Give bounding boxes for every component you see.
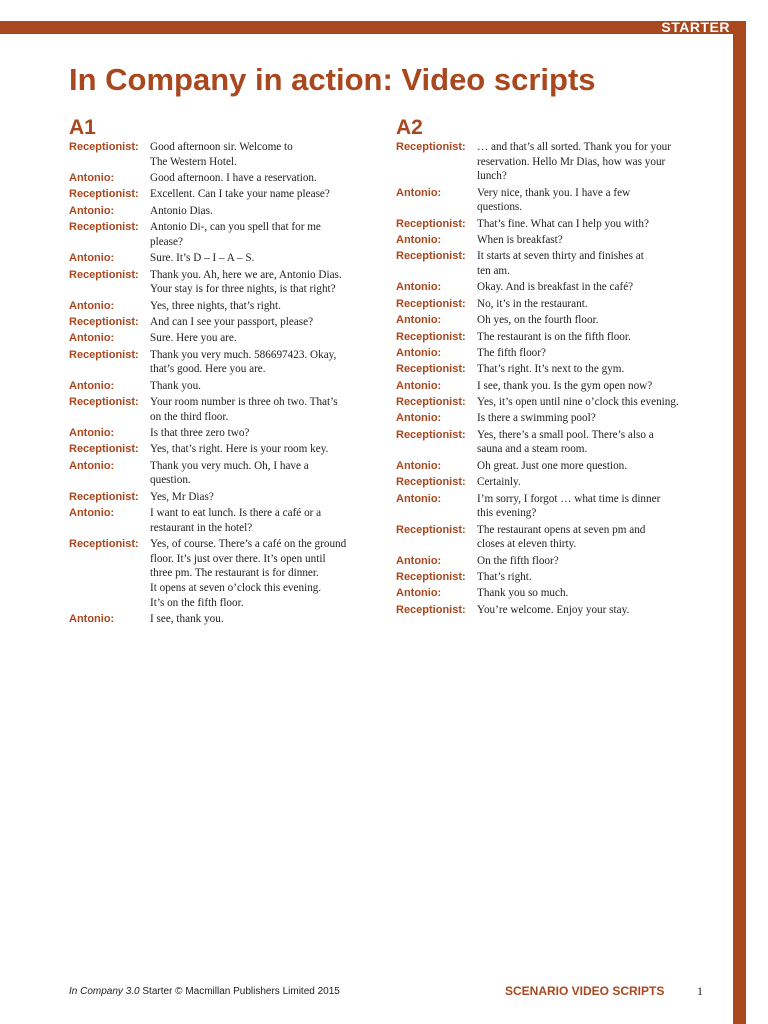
page-number: 1	[697, 984, 703, 998]
dialogue-line	[69, 331, 389, 347]
utterance-text: Your room number is three oh two. That’s on the third floor.	[150, 396, 338, 423]
dialogue-line	[396, 362, 726, 378]
utterance-text: Thank you very much. 586697423. Okay, that’s good. Here you are.	[150, 348, 337, 376]
speaker-name: Antonio:	[396, 412, 442, 425]
utterance-text: Antonio Dias.	[150, 204, 213, 217]
utterance-text: It starts at seven thirty and finishes at ten am.	[477, 250, 644, 277]
speaker-name: Receptionist:	[396, 141, 466, 153]
dialogue-line	[396, 570, 726, 586]
speaker-name: Antonio:	[69, 252, 115, 265]
dialogue-line	[396, 554, 726, 570]
footer-book-title: In Company 3.0	[69, 986, 140, 997]
utterance-text: Yes, it’s open until nine o’clock this evening.	[477, 396, 679, 409]
utterance-text: That’s fine. What can I help you with?	[477, 217, 649, 230]
dialogue-line	[69, 490, 389, 506]
script-section-a1	[69, 116, 389, 628]
dialogue-line	[69, 379, 389, 395]
utterance-text: Oh yes, on the fourth floor.	[477, 314, 599, 327]
utterance-text: Thank you very much. Oh, I have a question.	[150, 459, 309, 487]
utterance-text: Is that three zero two?	[150, 427, 250, 440]
dialogue-line	[69, 315, 389, 331]
speaker-name: Antonio:	[396, 186, 442, 199]
speaker-name: Antonio:	[396, 379, 442, 392]
utterance-text: That’s right. It’s next to the gym.	[477, 363, 625, 376]
dialogue-line	[396, 297, 726, 313]
utterance-text: I see, thank you. Is the gym open now?	[477, 379, 653, 392]
speaker-name: Receptionist:	[396, 570, 466, 583]
utterance-text: Yes, that’s right. Here is your room key.	[150, 443, 329, 456]
dialogue-line	[396, 313, 726, 329]
speaker-name: Antonio:	[396, 314, 442, 327]
dialogue-line	[396, 395, 726, 411]
utterance-text: I’m sorry, I forgot … what time is dinner this evening?	[477, 492, 661, 520]
speaker-name: Antonio:	[69, 299, 115, 312]
dialogue-line	[396, 459, 726, 475]
utterance-text: Yes, Mr Dias?	[150, 490, 214, 503]
dialogue-list-a1	[69, 140, 389, 628]
dialogue-line	[396, 346, 726, 362]
dialogue-line	[396, 280, 726, 296]
dialogue-line	[396, 249, 726, 280]
utterance-text: Thank you so much.	[477, 587, 569, 600]
dialogue-line	[69, 171, 389, 187]
utterance-text: Excellent. Can I take your name please?	[150, 188, 330, 201]
utterance-text: … and that’s all sorted. Thank you for your reservation. Hello Mr Dias, how was your lunch?	[477, 141, 671, 183]
utterance-text: Is there a swimming pool?	[477, 412, 596, 425]
speaker-name: Receptionist:	[396, 476, 466, 489]
speaker-name: Receptionist:	[69, 443, 139, 456]
dialogue-line	[69, 251, 389, 267]
dialogue-line	[69, 506, 389, 537]
dialogue-line	[396, 586, 726, 602]
utterance-text: No, it’s in the restaurant.	[477, 297, 588, 310]
dialogue-line	[396, 411, 726, 427]
dialogue-line	[396, 475, 726, 491]
utterance-text: When is breakfast?	[477, 233, 563, 246]
speaker-name: Receptionist:	[396, 363, 466, 376]
level-tag: STARTER	[661, 19, 730, 35]
dialogue-line	[69, 299, 389, 315]
speaker-name: Antonio:	[69, 332, 115, 345]
dialogue-line	[396, 492, 726, 523]
speaker-name: Receptionist:	[69, 538, 139, 551]
section-heading-a2: A2	[396, 116, 423, 139]
page-title: In Company in action: Video scripts	[69, 62, 596, 97]
dialogue-line	[396, 140, 726, 186]
utterance-text: You’re welcome. Enjoy your stay.	[477, 603, 630, 616]
speaker-name: Antonio:	[69, 459, 115, 472]
speaker-name: Receptionist:	[69, 348, 139, 361]
utterance-text: The restaurant is on the fifth floor.	[477, 330, 631, 343]
speaker-name: Receptionist:	[396, 250, 466, 263]
section-heading-a1: A1	[69, 116, 96, 139]
utterance-text: On the fifth floor?	[477, 554, 559, 567]
utterance-text: Oh great. Just one more question.	[477, 459, 628, 472]
utterance-text: That’s right.	[477, 570, 532, 583]
utterance-text: Yes, three nights, that’s right.	[150, 299, 281, 312]
dialogue-line	[396, 233, 726, 249]
speaker-name: Antonio:	[69, 171, 115, 184]
speaker-name: Receptionist:	[69, 141, 139, 153]
dialogue-line	[396, 330, 726, 346]
footer-section-label: SCENARIO VIDEO SCRIPTS	[505, 984, 665, 998]
speaker-name: Receptionist:	[69, 188, 139, 201]
speaker-name: Receptionist:	[396, 396, 466, 409]
speaker-name: Receptionist:	[396, 523, 466, 536]
utterance-text: Thank you.	[150, 379, 201, 392]
speaker-name: Antonio:	[69, 204, 115, 217]
speaker-name: Antonio:	[69, 379, 115, 392]
utterance-text: Sure. It’s D – I – A – S.	[150, 252, 255, 265]
dialogue-line	[69, 426, 389, 442]
speaker-name: Antonio:	[69, 507, 115, 520]
speaker-name: Antonio:	[69, 427, 115, 440]
utterance-text: I see, thank you.	[150, 612, 224, 625]
dialogue-line	[396, 217, 726, 233]
dialogue-line	[69, 348, 389, 379]
speaker-name: Receptionist:	[396, 603, 466, 616]
speaker-name: Receptionist:	[396, 428, 466, 441]
speaker-name: Antonio:	[396, 587, 442, 600]
dialogue-line	[69, 612, 389, 628]
dialogue-line	[396, 523, 726, 554]
speaker-name: Receptionist:	[69, 396, 139, 409]
speaker-name: Receptionist:	[396, 297, 466, 310]
utterance-text: Antonio Di-, can you spell that for me please?	[150, 221, 321, 248]
dialogue-line	[69, 204, 389, 220]
utterance-text: The fifth floor?	[477, 346, 546, 359]
speaker-name: Antonio:	[396, 554, 442, 567]
dialogue-line	[69, 268, 389, 299]
header-band	[0, 21, 733, 34]
dialogue-line	[69, 459, 389, 490]
dialogue-line	[396, 603, 726, 619]
utterance-text: Good afternoon. I have a reservation.	[150, 171, 317, 184]
speaker-name: Receptionist:	[69, 490, 139, 503]
utterance-text: Yes, of course. There’s a café on the ground floor. It’s just over there. It’s open until three pm. The restaurant is for dinner. It opens at seven o’clock this evening. It’s on the fifth floor.	[150, 538, 347, 609]
dialogue-line	[396, 186, 726, 217]
speaker-name: Antonio:	[396, 492, 442, 505]
dialogue-line	[69, 187, 389, 203]
dialogue-line	[69, 395, 389, 426]
dialogue-line	[396, 428, 726, 459]
side-band	[733, 21, 746, 1024]
utterance-text: Thank you. Ah, here we are, Antonio Dias. Your stay is for three nights, is that right?	[150, 268, 342, 296]
utterance-text: The restaurant opens at seven pm and closes at eleven thirty.	[477, 523, 646, 551]
utterance-text: I want to eat lunch. Is there a café or a restaurant in the hotel?	[150, 507, 322, 534]
utterance-text: Certainly.	[477, 476, 521, 489]
speaker-name: Receptionist:	[396, 330, 466, 343]
speaker-name: Receptionist:	[69, 315, 139, 328]
speaker-name: Antonio:	[396, 233, 442, 246]
dialogue-line	[69, 140, 389, 171]
dialogue-line	[69, 442, 389, 458]
utterance-text: Okay. And is breakfast in the café?	[477, 281, 634, 294]
speaker-name: Antonio:	[69, 612, 115, 625]
utterance-text: And can I see your passport, please?	[150, 315, 314, 328]
speaker-name: Receptionist:	[69, 268, 139, 281]
dialogue-line	[396, 379, 726, 395]
speaker-name: Antonio:	[396, 281, 442, 294]
dialogue-line	[69, 537, 389, 612]
utterance-text: Good afternoon sir. Welcome to The Western Hotel.	[150, 141, 293, 168]
speaker-name: Receptionist:	[396, 217, 466, 230]
utterance-text: Very nice, thank you. I have a few questions.	[477, 186, 631, 214]
utterance-text: Sure. Here you are.	[150, 332, 237, 345]
speaker-name: Antonio:	[396, 459, 442, 472]
dialogue-list-a2	[396, 140, 726, 619]
dialogue-line	[69, 220, 389, 251]
script-section-a2	[396, 116, 726, 619]
footer-copyright-text: Starter © Macmillan Publishers Limited 2015	[139, 986, 340, 997]
footer-copyright	[69, 986, 340, 997]
utterance-text: Yes, there’s a small pool. There’s also a sauna and a steam room.	[477, 428, 654, 456]
speaker-name: Antonio:	[396, 346, 442, 359]
speaker-name: Receptionist:	[69, 221, 139, 234]
